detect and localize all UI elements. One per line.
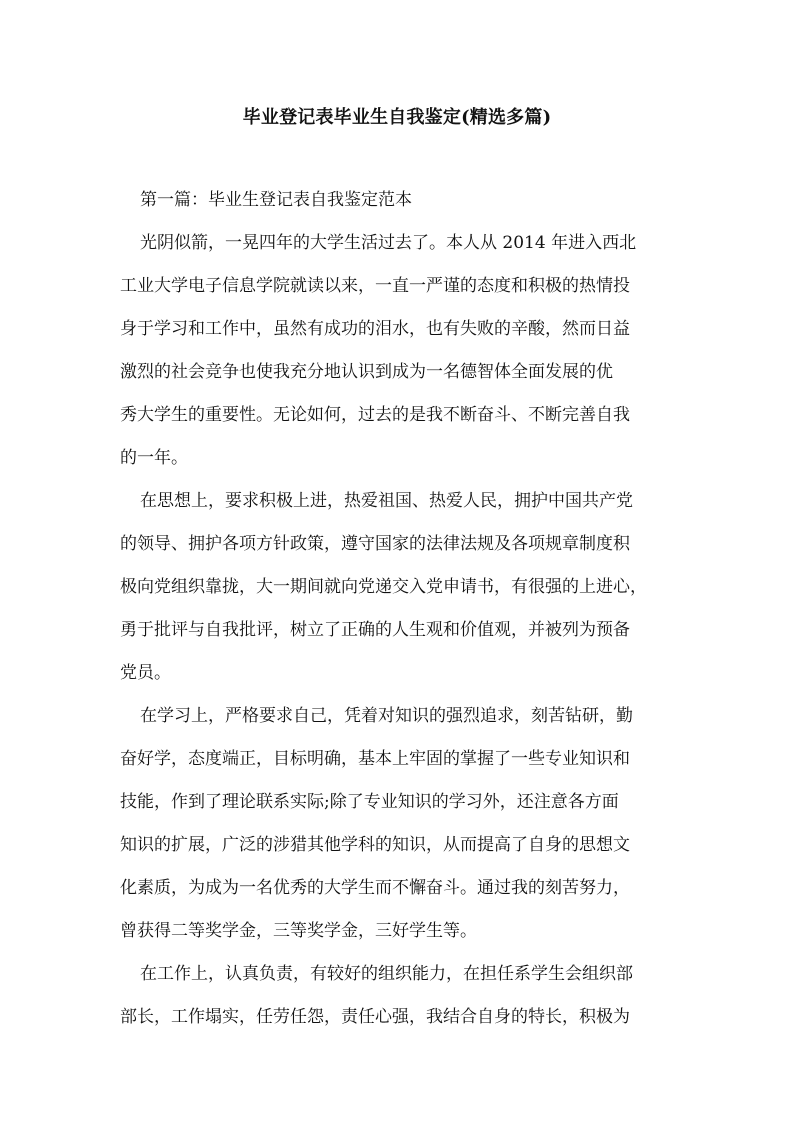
text-line: 在工作上，认真负责，有较好的组织能力，在担任系学生会组织部	[140, 964, 633, 984]
text-line: 的领导、拥护各项方针政策，遵守国家的法律法规及各项规章制度积	[120, 534, 630, 554]
text-line: 在学习上，严格要求自己，凭着对知识的强烈追求，刻苦钻研，勤	[140, 706, 633, 726]
text-line: 秀大学生的重要性。无论如何，过去的是我不断奋斗、不断完善自我	[120, 405, 630, 425]
text-line: 勇于批评与自我批评，树立了正确的人生观和价值观，并被列为预备	[120, 620, 630, 640]
text-line: 工业大学电子信息学院就读以来，一直一严谨的态度和积极的热情投	[120, 276, 630, 296]
document-title: 毕业登记表毕业生自我鉴定(精选多篇)	[242, 107, 552, 128]
text-line: 奋好学，态度端正，目标明确，基本上牢固的掌握了一些专业知识和	[120, 749, 630, 769]
text-line: 的一年。	[120, 448, 188, 468]
text-line: 党员。	[120, 663, 171, 683]
text-line: 曾获得二等奖学金，三等奖学金，三好学生等。	[120, 921, 477, 941]
text-line: 知识的扩展，广泛的涉猎其他学科的知识，从而提高了自身的思想文	[120, 835, 630, 855]
text-line: 光阴似箭，一晃四年的大学生活过去了。本人从 2014 年进入西北	[140, 233, 637, 253]
text-line: 激烈的社会竞争也使我充分地认识到成为一名德智体全面发展的优	[120, 362, 613, 382]
text-line: 极向党组织靠拢，大一期间就向党递交入党申请书，有很强的上进心，	[120, 577, 647, 597]
text-line: 部长，工作塌实，任劳任怨，责任心强，我结合自身的特长，积极为	[120, 1007, 630, 1027]
section-heading: 第一篇：毕业生登记表自我鉴定范本	[140, 190, 412, 210]
text-line: 在思想上，要求积极上进，热爱祖国、热爱人民，拥护中国共产党	[140, 491, 633, 511]
text-line: 技能，作到了理论联系实际;除了专业知识的学习外，还注意各方面	[120, 792, 619, 812]
text-line: 身于学习和工作中，虽然有成功的泪水，也有失败的辛酸，然而日益	[120, 319, 630, 339]
text-line: 化素质，为成为一名优秀的大学生而不懈奋斗。通过我的刻苦努力，	[120, 878, 630, 898]
